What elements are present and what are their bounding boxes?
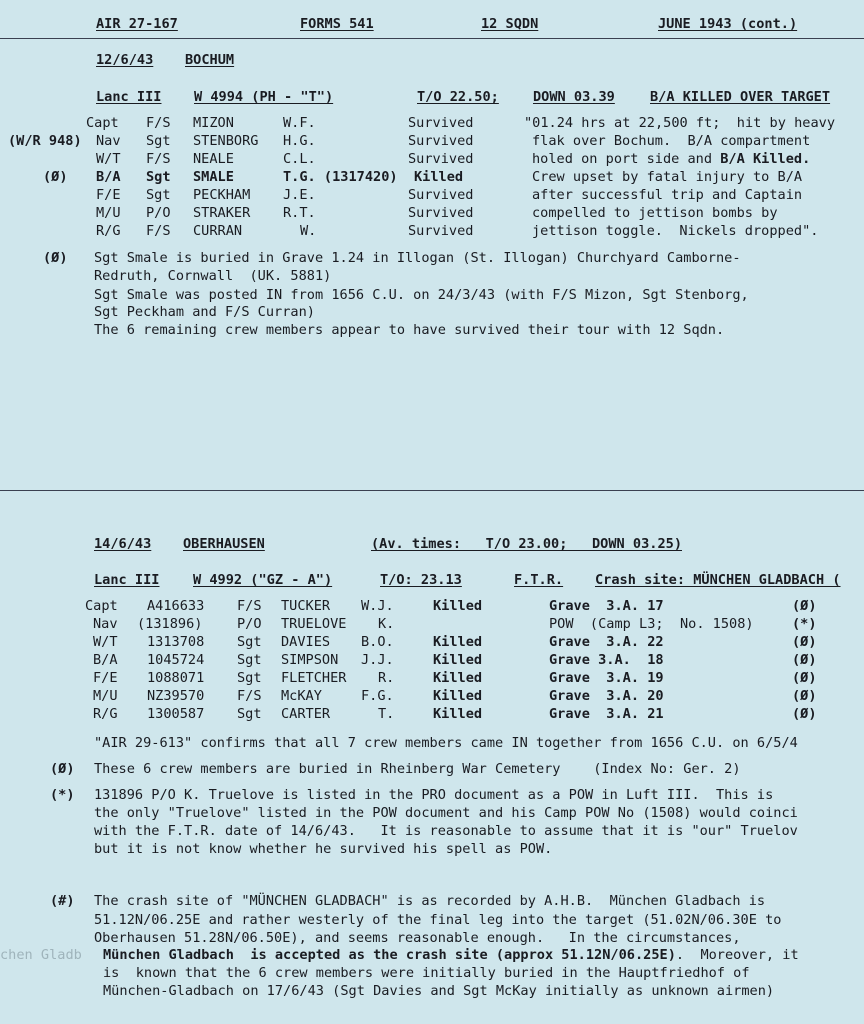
crew-surname: MIZON bbox=[193, 115, 234, 131]
crew-rank: Sgt bbox=[237, 706, 262, 722]
crew-service-number: A416633 bbox=[147, 598, 205, 614]
crew-position: W/T bbox=[93, 634, 118, 650]
crew-initials: W.J. bbox=[361, 598, 394, 614]
quote-line: "01.24 hrs at 22,500 ft; hit by heavy bbox=[524, 115, 835, 131]
crew-rank: Sgt bbox=[237, 652, 262, 668]
header-rule bbox=[0, 38, 864, 39]
quote-line: holed on port side and B/A Killed. bbox=[532, 151, 811, 167]
crew-service-number: 1313708 bbox=[147, 634, 205, 650]
crew-surname: NEALE bbox=[193, 151, 234, 167]
note-marker: (*) bbox=[50, 787, 75, 803]
raid1-down: DOWN 03.39 bbox=[533, 89, 615, 105]
crew-grave: Grave 3.A. 21 bbox=[549, 706, 664, 722]
crew-rank: Sgt bbox=[237, 634, 262, 650]
crew-surname: McKAY bbox=[281, 688, 322, 704]
crew-surname: FLETCHER bbox=[281, 670, 347, 686]
note-line: Oberhausen 51.28N/06.50E), and seems reasonable enough. In the circumstances, bbox=[94, 930, 741, 946]
crew-status: Killed bbox=[433, 652, 483, 668]
crew-service-number: (131896) bbox=[137, 616, 203, 632]
page-break-rule bbox=[0, 490, 864, 491]
crew-rank: F/S bbox=[146, 115, 171, 131]
crew-rank: P/O bbox=[237, 616, 262, 632]
raid1-date: 12/6/43 bbox=[96, 52, 154, 68]
note-line: is known that the 6 crew members were initially buried in the Hauptfriedhof of bbox=[103, 965, 750, 981]
note-line: Sgt Smale was posted IN from 1656 C.U. on 24/3/43 (with F/S Mizon, Sgt Stenborg, bbox=[94, 287, 749, 303]
crew-surname: SMALE bbox=[193, 169, 234, 185]
crew-rank: F/S bbox=[146, 151, 171, 167]
crew-surname: SIMPSON bbox=[281, 652, 339, 668]
crew-grave: Grave 3.A. 19 bbox=[549, 670, 664, 686]
crew-position: R/G bbox=[93, 706, 118, 722]
crew-service-number: 1300587 bbox=[147, 706, 205, 722]
crew-surname: DAVIES bbox=[281, 634, 331, 650]
crew-footnote-mark: (Ø) bbox=[792, 634, 817, 650]
raid1-summary: B/A KILLED OVER TARGET bbox=[650, 89, 831, 105]
crew-note: (Ø) bbox=[43, 169, 68, 185]
crew-initials: H.G. bbox=[283, 133, 316, 149]
crew-surname: PECKHAM bbox=[193, 187, 251, 203]
crew-initials: C.L. bbox=[283, 151, 316, 167]
crew-footnote-mark: (Ø) bbox=[792, 688, 817, 704]
crew-position: B/A bbox=[96, 169, 121, 185]
bleed-through-text: chen Gladb bbox=[0, 947, 82, 963]
quote-line: after successful trip and Captain bbox=[532, 187, 803, 203]
note-line: but it is not know whether he survived his spell as POW. bbox=[94, 841, 553, 857]
crew-initials: W. bbox=[300, 223, 317, 239]
quote-line: compelled to jettison bombs by bbox=[532, 205, 778, 221]
crew-position: R/G bbox=[96, 223, 121, 239]
crew-footnote-mark: (*) bbox=[792, 616, 817, 632]
raid2-ftr: F.T.R. bbox=[514, 572, 564, 588]
raid1-takeoff: T/O 22.50; bbox=[417, 89, 499, 105]
crew-surname: TUCKER bbox=[281, 598, 331, 614]
crew-status: Killed bbox=[433, 706, 483, 722]
crew-initials: W.F. bbox=[283, 115, 316, 131]
raid2-date: 14/6/43 bbox=[94, 536, 152, 552]
note-line: München-Gladbach on 17/6/43 (Sgt Davies and Sgt McKay initially as unknown airmen) bbox=[103, 983, 775, 999]
crew-initials: B.O. bbox=[361, 634, 394, 650]
crew-status: Killed bbox=[433, 670, 483, 686]
crew-position: Capt bbox=[85, 598, 118, 614]
crew-footnote-mark: (Ø) bbox=[792, 652, 817, 668]
crew-status: Survived bbox=[408, 115, 474, 131]
crew-status: Killed bbox=[433, 688, 483, 704]
raid2-serial: W 4992 ("GZ - A") bbox=[193, 572, 333, 588]
crew-grave: Grave 3.A. 17 bbox=[549, 598, 664, 614]
crew-status: Survived bbox=[408, 187, 474, 203]
crew-surname: CARTER bbox=[281, 706, 331, 722]
crew-rank: Sgt bbox=[146, 133, 171, 149]
crew-footnote-mark: (Ø) bbox=[792, 598, 817, 614]
raid2-crash-site: Crash site: MÜNCHEN GLADBACH ( bbox=[595, 572, 841, 588]
note-line: Sgt Smale is buried in Grave 1.24 in Illogan (St. Illogan) Churchyard Camborne- bbox=[94, 250, 741, 266]
air29-note: "AIR 29-613" confirms that all 7 crew members came IN together from 1656 C.U. on 6/5/4 bbox=[94, 735, 798, 751]
raid2-aircraft-type: Lanc III bbox=[94, 572, 160, 588]
crew-footnote-mark: (Ø) bbox=[792, 670, 817, 686]
crew-initials: K. bbox=[378, 616, 395, 632]
crew-surname: STRAKER bbox=[193, 205, 251, 221]
note-line: The crash site of "MÜNCHEN GLADBACH" is as recorded by A.H.B. München Gladbach is bbox=[94, 893, 766, 909]
crew-rank: Sgt bbox=[237, 670, 262, 686]
raid2-average-times: (Av. times: T/O 23.00; DOWN 03.25) bbox=[371, 536, 682, 552]
quote-line: Crew upset by fatal injury to B/A bbox=[532, 169, 803, 185]
month-label: JUNE 1943 (cont.) bbox=[658, 16, 798, 32]
crew-position: F/E bbox=[96, 187, 121, 203]
crew-initials: R. bbox=[378, 670, 395, 686]
crew-initials: J.E. bbox=[283, 187, 316, 203]
note-line: München Gladbach is accepted as the crash site (approx 51.12N/06.25E). Moreover, it bbox=[103, 947, 799, 963]
crew-surname: CURRAN bbox=[193, 223, 243, 239]
crew-initials: T. bbox=[378, 706, 395, 722]
crew-status: Killed bbox=[433, 634, 483, 650]
crew-initials: T.G. (1317420) bbox=[283, 169, 398, 185]
note-marker: (#) bbox=[50, 893, 75, 909]
forms-label: FORMS 541 bbox=[300, 16, 374, 32]
note-line: 131896 P/O K. Truelove is listed in the PRO document as a POW in Luft III. This is bbox=[94, 787, 774, 803]
crew-initials: R.T. bbox=[283, 205, 316, 221]
crew-grave: Grave 3.A. 20 bbox=[549, 688, 664, 704]
crew-service-number: NZ39570 bbox=[147, 688, 205, 704]
file-reference: AIR 27-167 bbox=[96, 16, 178, 32]
crew-surname: TRUELOVE bbox=[281, 616, 347, 632]
note-line: The 6 remaining crew members appear to have survived their tour with 12 Sqdn. bbox=[94, 322, 725, 338]
raid1-serial: W 4994 (PH - "T") bbox=[194, 89, 334, 105]
crew-status: Survived bbox=[408, 205, 474, 221]
crew-rank: P/O bbox=[146, 205, 171, 221]
crew-status: Killed bbox=[414, 169, 464, 185]
note-marker: (Ø) bbox=[43, 250, 68, 266]
crew-grave: POW (Camp L3; No. 1508) bbox=[549, 616, 754, 632]
crew-rank: Sgt bbox=[146, 187, 171, 203]
crew-grave: Grave 3.A. 22 bbox=[549, 634, 664, 650]
crew-position: Nav bbox=[93, 616, 118, 632]
crew-grave: Grave 3.A. 18 bbox=[549, 652, 664, 668]
raid2-target: OBERHAUSEN bbox=[183, 536, 265, 552]
crew-status: Survived bbox=[408, 133, 474, 149]
crew-note: (W/R 948) bbox=[8, 133, 82, 149]
crew-status: Killed bbox=[433, 598, 483, 614]
crew-position: M/U bbox=[93, 688, 118, 704]
quote-line: flak over Bochum. B/A compartment bbox=[532, 133, 811, 149]
crew-position: F/E bbox=[93, 670, 118, 686]
note-line: Redruth, Cornwall (UK. 5881) bbox=[94, 268, 332, 284]
crew-service-number: 1045724 bbox=[147, 652, 205, 668]
crew-position: Capt bbox=[86, 115, 119, 131]
crew-position: B/A bbox=[93, 652, 118, 668]
crew-rank: F/S bbox=[237, 688, 262, 704]
squadron-label: 12 SQDN bbox=[481, 16, 539, 32]
crash-site-conclusion: München Gladbach is accepted as the crash site (approx 51.12N/06.25E) bbox=[103, 947, 676, 963]
raid1-target: BOCHUM bbox=[185, 52, 235, 68]
burial-note: These 6 crew members are buried in Rheinberg War Cemetery (Index No: Ger. 2) bbox=[94, 761, 741, 777]
crew-footnote-mark: (Ø) bbox=[792, 706, 817, 722]
note-line: the only "Truelove" listed in the POW document and his Camp POW No (1508) would coinci bbox=[94, 805, 798, 821]
crew-surname: STENBORG bbox=[193, 133, 259, 149]
crew-position: Nav bbox=[96, 133, 121, 149]
note-line: with the F.T.R. date of 14/6/43. It is reasonable to assume that it is "our" Truelov bbox=[94, 823, 798, 839]
crew-position: W/T bbox=[96, 151, 121, 167]
crew-rank: F/S bbox=[237, 598, 262, 614]
crew-position: M/U bbox=[96, 205, 121, 221]
raid2-takeoff: T/O: 23.13 bbox=[380, 572, 462, 588]
crew-service-number: 1088071 bbox=[147, 670, 205, 686]
crew-rank: F/S bbox=[146, 223, 171, 239]
crew-initials: F.G. bbox=[361, 688, 394, 704]
note-line: Sgt Peckham and F/S Curran) bbox=[94, 304, 315, 320]
note-marker: (Ø) bbox=[50, 761, 75, 777]
quote-line: jettison toggle. Nickels dropped". bbox=[532, 223, 819, 239]
note-line: 51.12N/06.25E and rather westerly of the final leg into the target (51.02N/06.30E to bbox=[94, 912, 782, 928]
crew-rank: Sgt bbox=[146, 169, 171, 185]
crew-status: Survived bbox=[408, 223, 474, 239]
raid1-aircraft-type: Lanc III bbox=[96, 89, 162, 105]
quote-emphasis: B/A Killed. bbox=[720, 151, 811, 167]
crew-initials: J.J. bbox=[361, 652, 394, 668]
crew-status: Survived bbox=[408, 151, 474, 167]
